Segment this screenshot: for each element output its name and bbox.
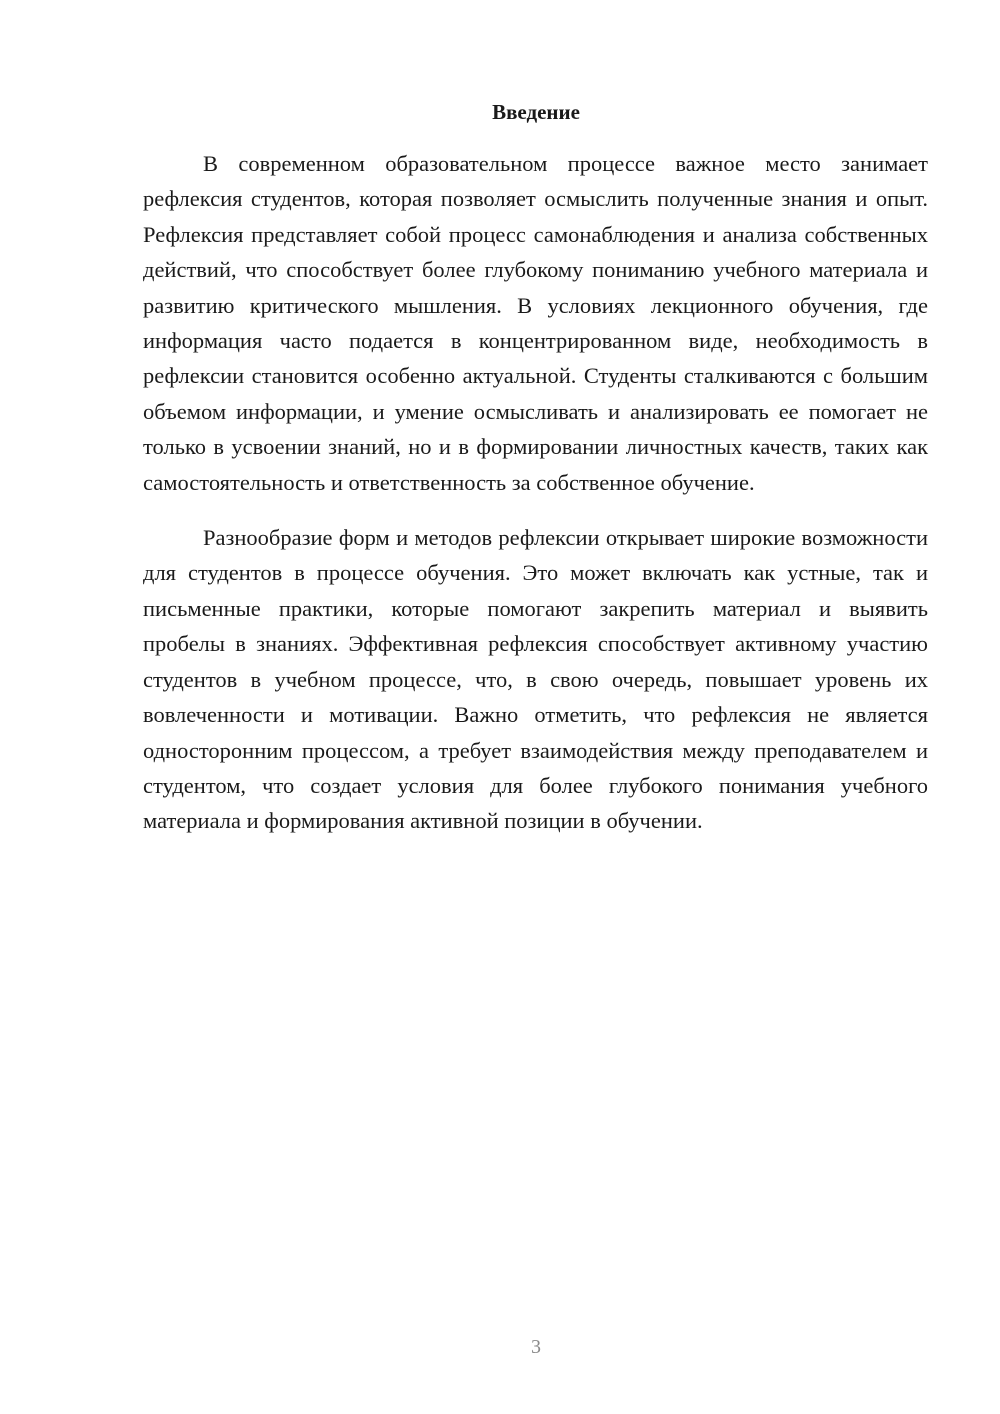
page-number: 3 xyxy=(531,1336,541,1358)
section-heading: Введение xyxy=(492,100,580,124)
document-body xyxy=(143,146,928,859)
paragraph-2: Разнообразие форм и методов рефлексии открывает широкие возможности для студентов в процессе обучения. Это может включать как устные, так и письменные практики, которые помогают закрепить материал и выявить пробелы в знаниях. Эффективная рефлексия способствует активному участию студентов в учебном процессе, что, в свою очередь, повышает уровень их вовлеченности и мотивации. Важно отметить, что рефлексия не является односторонним процессом, а требует взаимодействия между преподавателем и студентом, что создает условия для более глубокого понимания учебного материала и формирования активной позиции в обучении. xyxy=(143,525,928,834)
paragraph-1: В современном образовательном процессе важное место занимает рефлексия студентов, которая позволяет осмыслить полученные знания и опыт. Рефлексия представляет собой процесс самонаблюдения и анализа собственных действий, что способствует более глубокому пониманию учебного материала и развитию критического мышления. В условиях лекционного обучения, где информация часто подается в концентрированном виде, необходимость в рефлексии становится особенно актуальной. Студенты сталкиваются с большим объемом информации, и умение осмысливать и анализировать ее помогает не только в усвоении знаний, но и в формировании личностных качеств, таких как самостоятельность и ответственность за собственное обучение. xyxy=(143,151,928,495)
